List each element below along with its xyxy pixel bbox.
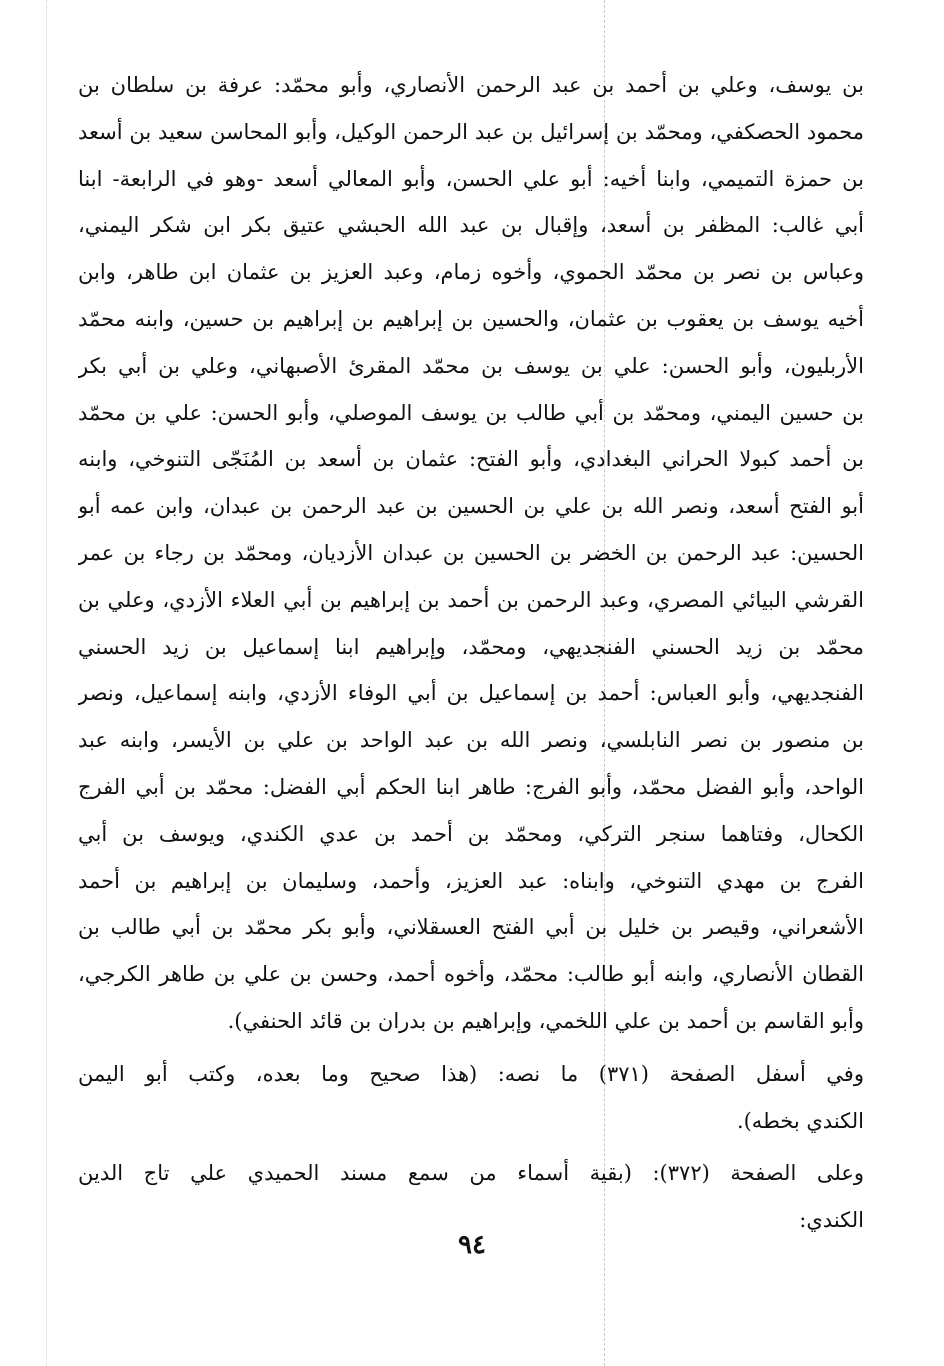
text-line: بن يوسف، وعلي بن أحمد بن عبد الرحمن الأنصاري، وأبو محمّد: عرفة بن سلطان بن — [78, 73, 864, 97]
text-line: الكندي بخطه). — [736, 1108, 864, 1133]
text-line: وأبو القاسم بن أحمد بن علي اللخمي، وإبراهيم بن بدران بن قائد الحنفي). — [227, 1008, 864, 1033]
text-line: وفي أسفل الصفحة (٣٧١) ما نصه: (هذا صحيح وما بعده، وكتب أبو اليمن — [78, 1061, 864, 1086]
text-line: الواحد، وأبو الفضل محمّد، وأبو الفرج: طاهر ابنا الحكم أبي الفضل: محمّد بن أبي الفرج — [78, 774, 864, 799]
text-line: الحسين: عبد الرحمن بن الخضر بن الحسين بن عبدان الأزديان، ومحمّد بن رجاء بن عمر — [78, 540, 864, 565]
text-line: الفرج بن مهدي التنوخي، وابناه: عبد العزيز، وأحمد، وسليمان بن إبراهيم بن أحمد — [78, 868, 864, 893]
text-line: أبي غالب: المظفر بن أسعد، وإقبال بن عبد الله الحبشي عتيق بكر ابن شكر اليمني، — [78, 213, 864, 238]
paragraph-1 — [78, 62, 864, 1045]
text-line: الفنجديهي، وأبو العباس: أحمد بن إسماعيل بن أبي الوفاء الأزدي، وابنه إسماعيل، ونصر — [78, 681, 864, 706]
text-line: الأشعراني، وقيصر بن خليل بن أبي الفتح العسقلاني، وأبو بكر محمّد بن أبي طالب بن — [78, 915, 864, 940]
text-line: بن أحمد كبولا الحراني البغدادي، وأبو الفتح: عثمان بن أسعد بن المُنَجّى التنوخي، وابنه — [78, 447, 864, 472]
page-edge-line — [46, 0, 47, 1366]
text-line: الكندي: — [799, 1208, 864, 1233]
text-line: أبو الفتح أسعد، ونصر الله بن علي بن الحسين بن عبد الرحمن بن عبدان، وابن عمه أبو — [78, 494, 864, 519]
paragraph-2 — [78, 1051, 864, 1145]
text-line: بن منصور بن نصر النابلسي، ونصر الله بن عبد الواحد بن علي بن الأيسر، وابنه عبد — [78, 728, 864, 753]
text-line: وعلى الصفحة (٣٧٢): (بقية أسماء من سمع مسند الحميدي علي تاج الدين — [78, 1161, 864, 1186]
text-line: محمود الحصكفي، ومحمّد بن إسرائيل بن عبد الرحمن الوكيل، وأبو المحاسن سعيد بن أسعد — [78, 119, 864, 144]
text-line: محمّد بن زيد الحسني الفنجديهي، ومحمّد، وإبراهيم ابنا إسماعيل بن زيد الحسني — [78, 634, 864, 659]
text-line: بن حسين اليمني، ومحمّد بن أبي طالب بن يوسف الموصلي، وأبو الحسن: علي بن محمّد — [78, 400, 864, 425]
text-line: القرشي البيائي المصري، وعبد الرحمن بن أحمد بن إبراهيم بن أبي العلاء الأزدي، وعلي بن — [78, 587, 864, 612]
page-number: ٩٤ — [458, 1230, 486, 1260]
text-line: بن حمزة التميمي، وابنا أخيه: أبو علي الحسن، وأبو المعالي أسعد -وهو في الرابعة- ابنا — [78, 166, 864, 191]
text-line: القطان الأنصاري، وابنه أبو طالب: محمّد، وأخوه أحمد، وحسن بن علي بن طاهر الكرجي، — [78, 962, 864, 987]
text-line: الأربليون، وأبو الحسن: علي بن يوسف بن محمّد المقرئ الأصبهاني، وعلي بن أبي بكر — [78, 353, 864, 378]
text-line: وعباس بن نصر بن محمّد الحموي، وأخوه زمام، وعبد العزيز بن عثمان ابن طاهر، وابن — [78, 260, 864, 285]
text-line: أخيه يوسف بن يعقوب بن عثمان، والحسين بن إبراهيم بن إبراهيم بن حسين، وابنه محمّد — [78, 306, 864, 331]
text-line: الكحال، وفتاهما سنجر التركي، ومحمّد بن أحمد بن عدي الكندي، ويوسف بن أبي — [78, 821, 864, 846]
body-text — [78, 62, 864, 1244]
